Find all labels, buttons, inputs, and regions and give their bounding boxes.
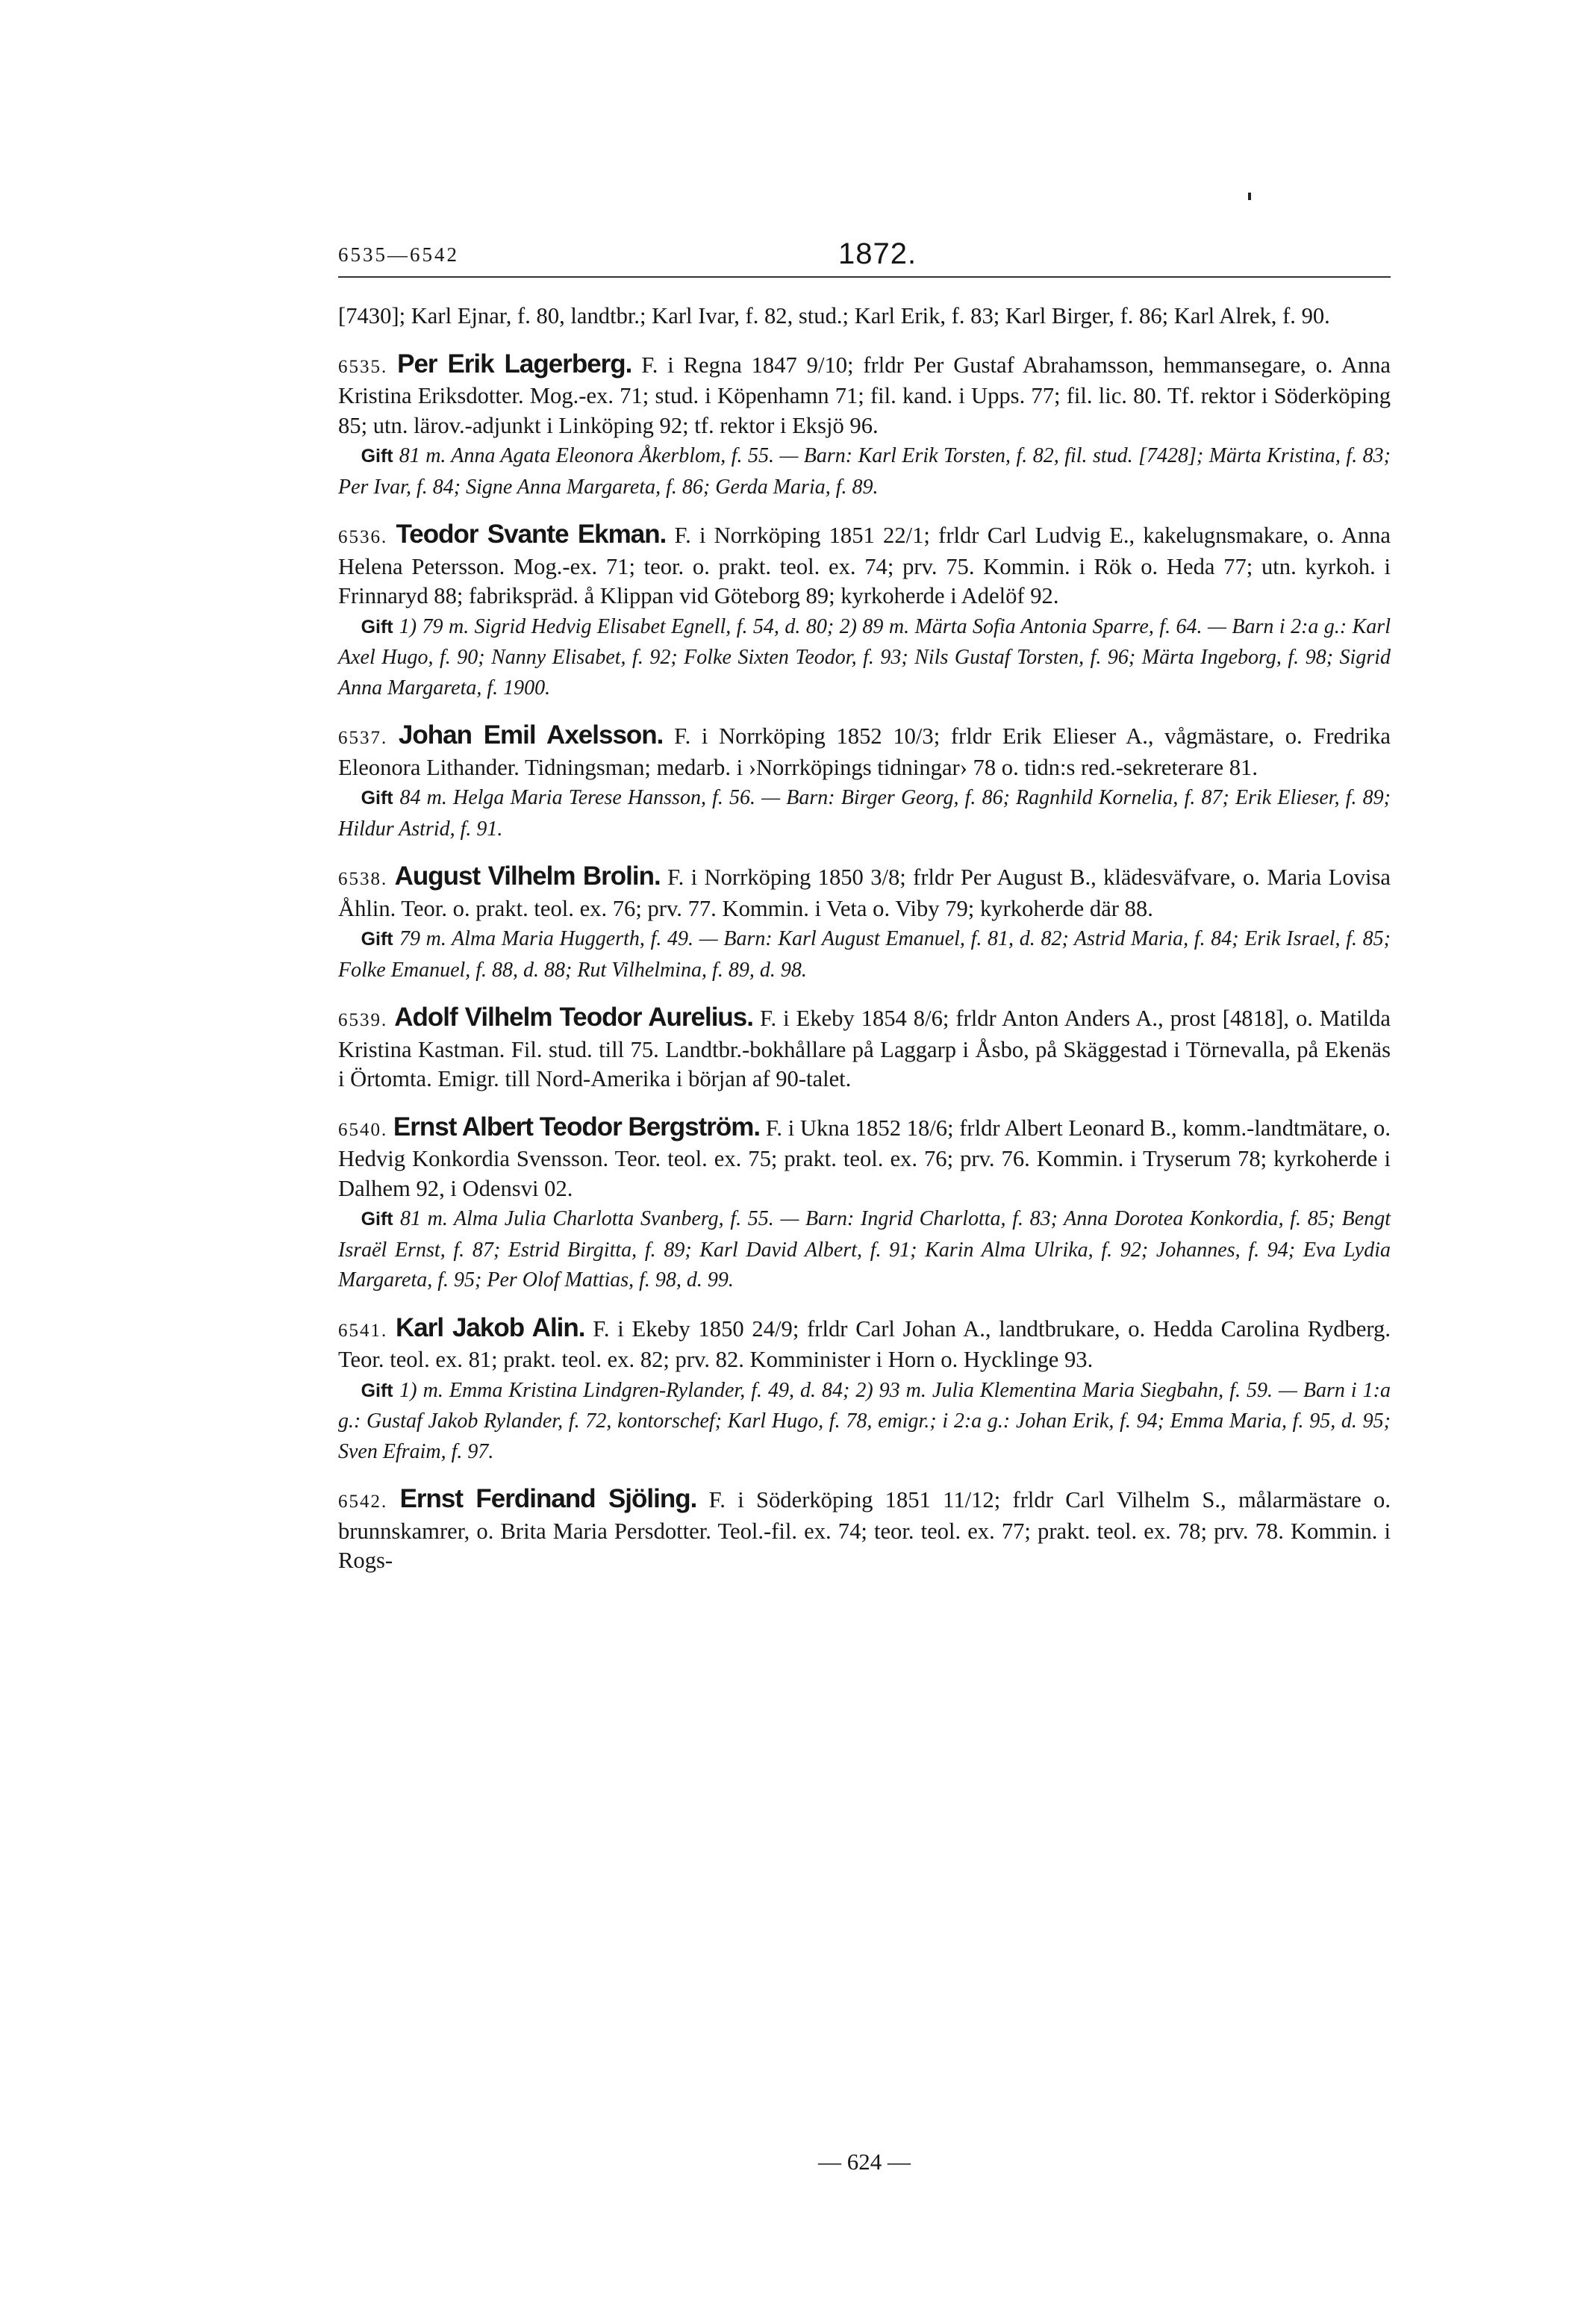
stray-mark <box>1248 193 1251 200</box>
entry-name: Ernst Albert Teodor Bergström. <box>393 1112 761 1141</box>
marriage-details: 81 m. Anna Agata Eleonora Åkerblom, f. 55. — Barn: Karl Erik Torsten, f. 82, fil. stud. [7428]; Märta Kristina, f. 83; Per Ivar, f. 84; Signe Anna Margareta, f. 86; Gerda Maria, f. 89. <box>338 444 1391 499</box>
entry-number: 6540. <box>338 1119 388 1140</box>
entry-biography: F. i Norrköping 1850 3/8; frldr Per August B., klädesväfvare, o. Maria Lovisa Åhlin. Teor. o. prakt. teol. ex. 76; prv. 77. Kommin. i Veta o. Viby 79; kyrkoherde där 88. <box>338 865 1391 921</box>
marriage-details: 1) 79 m. Sigrid Hedvig Elisabet Egnell, f. 54, d. 80; 2) 89 m. Märta Sofia Antonia Sparre, f. 64. — Barn i 2:a g.: Karl Axel Hugo, f. 90; Nanny Elisabet, f. 92; Folke Sixten Teodor, f. 93; Nils Gustaf Torsten, f. 96; Märta Ingeborg, f. 98; Sigrid Anna Margareta, f. 1900. <box>338 614 1391 700</box>
continuation-text: [7430]; Karl Ejnar, f. 80, landtbr.; Karl Ivar, f. 82, stud.; Karl Erik, f. 83; Karl Birger, f. 86; Karl Alrek, f. 90. <box>338 303 1330 328</box>
entry-name: Per Erik Lagerberg. <box>397 349 632 378</box>
entry-number: 6536. <box>338 527 388 547</box>
gift-label: Gift <box>361 1380 393 1401</box>
marriage-details: 79 m. Alma Maria Huggerth, f. 49. — Barn: Karl August Emanuel, f. 81, d. 82; Astrid Maria, f. 84; Erik Israel, f. 85; Folke Emanuel, f. 88, d. 88; Rut Vilhelmina, f. 89, d. 98. <box>338 927 1391 982</box>
entry-marriage <box>338 782 1391 844</box>
entry-name: Ernst Ferdinand Sjöling. <box>399 1484 697 1513</box>
entry-biography: F. i Ekeby 1850 24/9; frldr Carl Johan A., landtbrukare, o. Hedda Carolina Rydberg. Teor. teol. ex. 81; prakt. teol. ex. 82; prv. 82. Komminister i Horn o. Hycklinge 93. <box>338 1315 1391 1372</box>
entry-marriage <box>338 440 1391 502</box>
entry-number: 6538. <box>338 869 388 889</box>
entry <box>338 862 1391 985</box>
entry-name: Karl Jakob Alin. <box>396 1312 585 1342</box>
entry-name: Adolf Vilhelm Teodor Aurelius. <box>394 1003 753 1032</box>
entry-paragraph <box>338 349 1391 441</box>
entry <box>338 1112 1391 1295</box>
entry-range: 6535—6542 <box>338 243 459 266</box>
entry-biography: F. i Ekeby 1854 8/6; frldr Anton Anders A., prost [4818], o. Matilda Kristina Kastman. Fil. stud. till 75. Landtbr.-bokhållare på Laggarp i Åsbo, på Skäggestad i Törnevalla, på Ekenäs i Örtomta. Emigr. till Nord-Amerika i början af 90-talet. <box>338 1006 1391 1091</box>
entry-paragraph <box>338 1484 1391 1576</box>
entry-biography: F. i Regna 1847 9/10; frldr Per Gustaf Abrahamsson, hemmansegare, o. Anna Kristina Eriksdotter. Mog.-ex. 71; stud. i Köpenhamn 71; fil. kand. i Upps. 77; fil. lic. 80. Tf. rektor i Söderköping 85; utn. lärov.-adjunkt i Linköping 92; tf. rektor i Eksjö 96. <box>338 352 1391 438</box>
entry-number: 6541. <box>338 1320 388 1341</box>
entry-biography: F. i Norrköping 1852 10/3; frldr Erik Elieser A., vågmästare, o. Fredrika Eleonora Lithander. Tidningsman; medarb. i ›Norrköpings tidningar› 78 o. tidn:s red.-sekreterare 81. <box>338 723 1391 780</box>
entry-paragraph <box>338 1313 1391 1375</box>
entry-number: 6537. <box>338 728 388 748</box>
gift-label: Gift <box>361 788 393 809</box>
entry <box>338 1484 1391 1576</box>
entry <box>338 720 1391 844</box>
entry-paragraph <box>338 1112 1391 1204</box>
entry-marriage <box>338 1375 1391 1467</box>
entry <box>338 349 1391 502</box>
entry-paragraph <box>338 720 1391 782</box>
marriage-details: 84 m. Helga Maria Terese Hansson, f. 56. — Barn: Birger Georg, f. 86; Ragnhild Kornelia, f. 87; Erik Elieser, f. 89; Hildur Astrid, f. 91. <box>338 786 1391 841</box>
entry-number: 6535. <box>338 356 388 377</box>
page-header <box>338 237 1391 278</box>
entry <box>338 1003 1391 1094</box>
entry-marriage <box>338 1203 1391 1295</box>
entry-name: Johan Emil Axelsson. <box>398 720 664 750</box>
entry-biography: F. i Söderköping 1851 11/12; frldr Carl Vilhelm S., målarmästare o. brunnskamrer, o. Brita Maria Persdotter. Teol.-fil. ex. 74; teor. teol. ex. 77; prakt. teol. ex. 78; prv. 78. Kommin. i Rogs- <box>338 1487 1391 1573</box>
entry-biography: F. i Norrköping 1851 22/1; frldr Carl Ludvig E., kakelugnsmakare, o. Anna Helena Petersson. Mog.-ex. 71; teor. o. prakt. teol. ex. 74; prv. 75. Kommin. i Rök o. Heda 77; utn. kyrkoh. i Frinnaryd 88; fabrikspräd. å Klippan vid Göteborg 89; kyrkoherde i Adelöf 92. <box>338 523 1391 608</box>
gift-label: Gift <box>361 446 393 467</box>
page-number: — 624 — <box>818 2149 911 2175</box>
entry <box>338 1313 1391 1467</box>
entry-number: 6542. <box>338 1492 388 1512</box>
gift-label: Gift <box>361 1209 393 1230</box>
gift-label: Gift <box>361 929 393 950</box>
year-heading: 1872. <box>838 237 917 270</box>
entry-paragraph <box>338 862 1391 923</box>
entry-number: 6539. <box>338 1010 388 1030</box>
marriage-details: 81 m. Alma Julia Charlotta Svanberg, f. 55. — Barn: Ingrid Charlotta, f. 83; Anna Dorotea Konkordia, f. 85; Bengt Israël Ernst, f. 87; Estrid Birgitta, f. 89; Karl David Albert, f. 91; Karin Alma Ulrika, f. 92; Johannes, f. 94; Eva Lydia Margareta, f. 95; Per Olof Mattias, f. 98, d. 99. <box>338 1207 1391 1292</box>
entry <box>338 520 1391 703</box>
entry-paragraph <box>338 520 1391 611</box>
entry-list <box>338 302 1391 1576</box>
entry-name: August Vilhelm Brolin. <box>394 862 661 891</box>
entry-paragraph <box>338 1003 1391 1094</box>
entry-marriage <box>338 611 1391 703</box>
entry-name: Teodor Svante Ekman. <box>396 520 667 549</box>
marriage-details: 1) m. Emma Kristina Lindgren-Rylander, f. 49, d. 84; 2) 93 m. Julia Klementina Maria Siegbahn, f. 59. — Barn i 1:a g.: Gustaf Jakob Rylander, f. 72, kontorschef; Karl Hugo, f. 78, emigr.; i 2:a g.: Johan Erik, f. 94; Emma Maria, f. 95, d. 95; Sven Efraim, f. 97. <box>338 1378 1391 1463</box>
gift-label: Gift <box>361 616 393 638</box>
entry-biography: F. i Ukna 1852 18/6; frldr Albert Leonard B., komm.-landtmätare, o. Hedvig Konkordia Svensson. Teor. teol. ex. 75; prakt. teol. ex. 76; prv. 76. Kommin. i Tryserum 78; kyrkoherde i Dalhem 92, i Odensvi 02. <box>338 1115 1391 1201</box>
entry-marriage <box>338 923 1391 985</box>
